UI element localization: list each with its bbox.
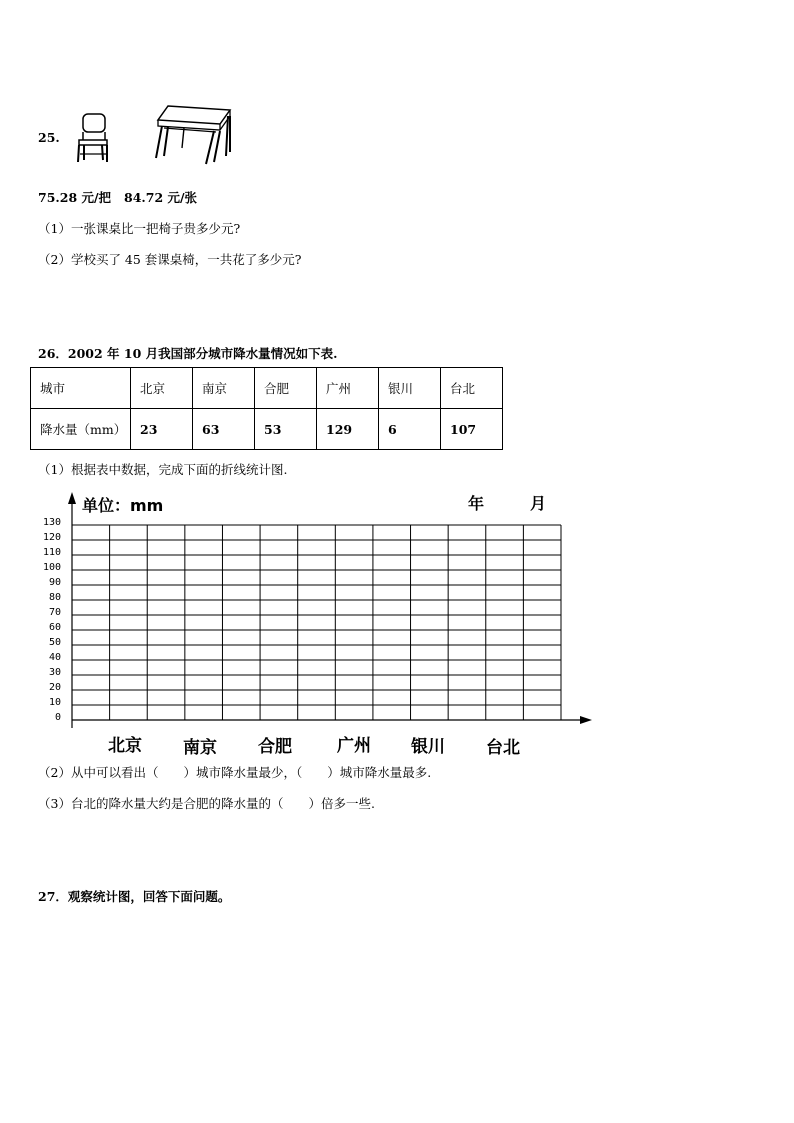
x-axis-arrow-icon bbox=[580, 716, 592, 724]
y-tick: 40 bbox=[48, 652, 61, 663]
table-cell: 23 bbox=[131, 409, 193, 450]
y-tick: 20 bbox=[48, 682, 61, 693]
y-tick: 90 bbox=[48, 577, 61, 588]
q26-question-3: （3）台北的降水量大约是合肥的降水量的（ ）倍多一些. bbox=[38, 796, 375, 811]
unit-label: 单位：mm bbox=[82, 496, 164, 515]
q26-title: 26．2002 年 10 月我国部分城市降水量情况如下表. bbox=[38, 346, 338, 361]
city-label-hefei: 合肥 bbox=[258, 737, 292, 757]
q26-question-1: （1）根据表中数据，完成下面的折线统计图. bbox=[38, 462, 288, 477]
chair-price: 75.28 元/把 bbox=[38, 190, 112, 205]
chair-icon bbox=[74, 112, 114, 164]
y-tick: 10 bbox=[48, 697, 61, 708]
city-label-beijing: 北京 bbox=[108, 736, 142, 756]
table-header-cell: 南京 bbox=[193, 368, 255, 409]
y-tick: 110 bbox=[42, 547, 61, 558]
q26-question-2: （2）从中可以看出（ ）城市降水量最少，（ ）城市降水量最多. bbox=[38, 765, 432, 780]
city-label-taibei: 台北 bbox=[486, 738, 520, 758]
table-cell: 6 bbox=[379, 409, 441, 450]
desk-icon bbox=[154, 104, 234, 166]
q25-question-2: （2）学校买了 45 套课桌椅，一共花了多少元? bbox=[38, 252, 302, 267]
year-label: 年 bbox=[468, 494, 485, 513]
table-header-cell: 银川 bbox=[379, 368, 441, 409]
y-tick: 80 bbox=[48, 592, 61, 603]
blank-grid bbox=[60, 488, 600, 728]
table-cell: 53 bbox=[255, 409, 317, 450]
y-tick: 0 bbox=[54, 712, 61, 723]
q25-question-1: （1）一张课桌比一把椅子贵多少元? bbox=[38, 221, 241, 236]
y-tick: 50 bbox=[48, 637, 61, 648]
city-label-nanjing: 南京 bbox=[183, 738, 217, 758]
y-tick: 120 bbox=[42, 532, 61, 543]
rainfall-table bbox=[30, 367, 503, 450]
month-label: 月 bbox=[530, 494, 547, 513]
table-row bbox=[31, 409, 503, 450]
y-tick: 30 bbox=[48, 667, 61, 678]
table-row-label: 降水量（mm） bbox=[31, 409, 131, 450]
table-header-cell: 合肥 bbox=[255, 368, 317, 409]
table-cell: 63 bbox=[193, 409, 255, 450]
y-tick: 60 bbox=[48, 622, 61, 633]
table-header-cell: 城市 bbox=[31, 368, 131, 409]
y-tick: 70 bbox=[48, 607, 61, 618]
q25-number: 25. bbox=[38, 130, 60, 145]
table-cell: 129 bbox=[317, 409, 379, 450]
y-tick: 100 bbox=[42, 562, 61, 573]
table-header-cell: 广州 bbox=[317, 368, 379, 409]
q27-title: 27．观察统计图，回答下面问题。 bbox=[38, 889, 231, 904]
table-cell: 107 bbox=[441, 409, 503, 450]
desk-price: 84.72 元/张 bbox=[124, 190, 198, 205]
y-axis-arrow-icon bbox=[68, 492, 76, 504]
table-header-cell: 北京 bbox=[131, 368, 193, 409]
city-label-guangzhou: 广州 bbox=[337, 736, 371, 756]
table-header-cell: 台北 bbox=[441, 368, 503, 409]
table-row bbox=[31, 368, 503, 409]
y-tick: 130 bbox=[42, 517, 61, 528]
city-label-yinchuan: 银川 bbox=[411, 737, 445, 757]
